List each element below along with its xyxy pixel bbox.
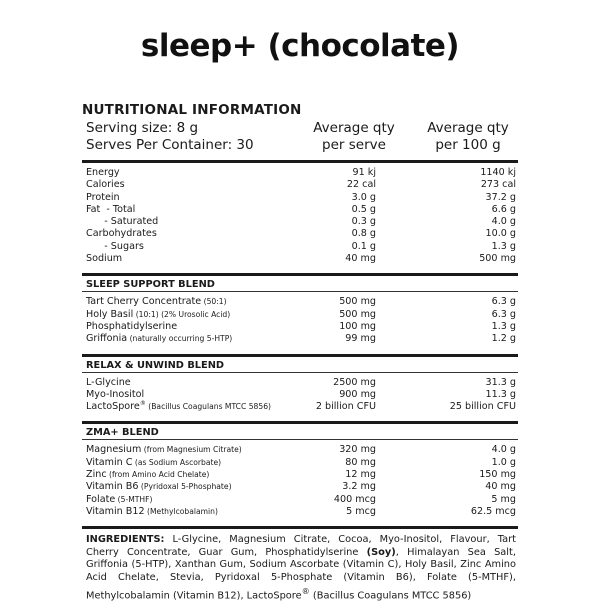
row-label-text: Tart Cherry Concentrate [86,296,202,308]
nutrition-heading: NUTRITIONAL INFORMATION [82,102,302,118]
per-serve-value: 500 mg [339,308,376,320]
per-100g-value: 25 billion CFU [449,401,516,413]
sleep-blend-row [82,309,518,321]
zma-blend-row [82,481,518,493]
row-label-text: LactoSpore [86,401,140,413]
per-serve-value: 0.5 g [351,203,376,215]
per-100g-value: 1.0 g [491,456,516,468]
row-label-text: - Saturated [86,216,159,228]
row-label-note: (10:1) (2% Urosolic Acid) [133,309,231,319]
per-serve-value: 12 mg [345,469,376,481]
divider-thick [82,421,518,424]
row-label [86,333,232,345]
ingredients-text [82,529,518,602]
per-100g-value: 500 mg [479,253,516,265]
row-label-text: - Sugars [86,240,144,252]
per-serve-value: 3.2 mg [342,481,376,493]
per-100g-header-line1: Average qty [427,120,509,136]
row-label-text: Myo-Inositol [86,388,145,400]
row-label-text: Fat - Total [86,203,136,215]
nutrient-row [82,204,518,216]
relax-blend-heading: RELAX & UNWIND BLEND [86,359,225,371]
sleep-blend-row [82,296,518,308]
zma-blend-row [82,494,518,506]
nutrient-row [82,228,518,240]
relax-blend-row [82,377,518,389]
row-label-note: (naturally occurring 5-HTP) [127,334,233,344]
per-serve-value: 5 mcg [346,505,376,517]
relax-blend-row [82,389,518,401]
serving-size: Serving size: 8 g [86,120,199,136]
per-serve-value: 40 mg [345,253,376,265]
per-100g-value: 6.3 g [491,296,516,308]
row-label [86,216,158,228]
row-label-note: (from Amino Acid Chelate) [106,470,210,480]
row-label-text: Vitamin C [86,456,133,468]
per-100g-value: 37.2 g [485,191,516,203]
row-label [86,204,135,216]
per-serve-value: 80 mg [345,456,376,468]
row-label-text: Protein [86,191,120,203]
ingredients-label: INGREDIENTS: [86,534,165,546]
per-100g-value: 11.3 g [485,388,516,400]
row-label-text: Holy Basil [86,308,134,320]
row-label-text: Zinc [86,469,107,481]
registered-mark: ® [301,585,310,596]
row-label-text: Sodium [86,253,123,265]
per-serve-value: 2500 mg [333,376,376,388]
per-100g-value: 150 mg [479,469,516,481]
per-serve-header-line1: Average qty [313,120,395,136]
per-serve-value: 900 mg [339,388,376,400]
nutrient-row [82,167,518,179]
relax-blend-row [82,401,518,413]
per-100g-header-line2: per 100 g [435,137,501,153]
row-label-text: L-Glycine [86,376,131,388]
row-label-text: Calories [86,179,125,191]
row-label-note: (Methylcobalamin) [144,506,218,516]
zma-blend-row [82,506,518,518]
row-label-note: (50:1) [201,297,227,307]
per-100g-value: 1.3 g [491,320,516,332]
per-100g-value: 62.5 mcg [470,505,516,517]
per-serve-value: 500 mg [339,296,376,308]
row-label-text: Magnesium [86,444,142,456]
per-serve-value: 99 mg [345,333,376,345]
per-100g-value: 10.0 g [485,228,516,240]
row-label [86,494,152,506]
nutrient-row [82,253,518,265]
per-serve-value: 91 kj [352,167,376,178]
per-serve-value: 0.1 g [351,240,376,252]
product-title: sleep+ (chocolate) [140,28,460,64]
row-label [86,444,242,456]
row-label [86,296,227,308]
row-label-text: Vitamin B6 [86,481,139,493]
row-label [86,179,125,191]
per-100g-value: 1.3 g [491,240,516,252]
per-serve-header [304,120,404,154]
divider-thick [82,273,518,276]
row-label-text: Griffonia [86,333,128,345]
per-serve-value: 3.0 g [351,191,376,203]
per-100g-value: 40 mg [485,481,516,493]
nutrition-panel [82,102,518,602]
row-label-note: (as Sodium Ascorbate) [132,457,222,467]
row-label [86,389,144,401]
ingredients-part1: L-Glycine, Magnesium Citrate, Cocoa, Myo-Inositol, Flavour, Tart Cherry Concentrate, Guar Gum, Phosphatidylserine [86,534,516,558]
zma-blend-row [82,469,518,481]
per-100g-value: 4.0 g [491,444,516,456]
per-serve-value: 100 mg [339,320,376,332]
per-100g-value: 273 cal [480,179,516,191]
row-label [86,401,271,413]
per-serve-value: 320 mg [339,444,376,456]
per-100g-value: 1.2 g [491,333,516,345]
row-label [86,228,157,240]
row-label [86,481,232,493]
row-label [86,253,122,265]
registered-mark: ® [139,399,146,407]
per-serve-value: 0.8 g [351,228,376,240]
row-label-text: Folate [86,493,116,505]
serving-labels [86,120,254,154]
row-label-note: (from Magnesium Citrate) [141,445,242,455]
zma-blend-row [82,444,518,456]
servings-per-container: Serves Per Container: 30 [86,137,254,153]
per-serve-value: 2 billion CFU [315,401,376,413]
row-label-note: (5-MTHF) [115,494,153,504]
per-100g-value: 4.0 g [491,216,516,228]
ingredients-part2: , Himalayan Sea Salt, Griffonia (5-HTP), Xanthan Gum, Sodium Ascorbate (Vitamin C), Holy Basil, Zinc Amino Acid Chelate, Stevia, Pyridoxal 5-Phosphate (Vitamin B6), Folate (5-MTHF), Methylcobalamin (Vitamin B12), LactoSpore [86,546,516,601]
nutrients-table [82,163,518,269]
per-100g-value: 6.3 g [491,308,516,320]
per-100g-header [418,120,518,154]
relax-blend-table [82,373,518,418]
nutrient-row [82,192,518,204]
row-label-note: (Bacillus Coagulans MTCC 5856) [145,402,271,412]
per-serve-value: 400 mcg [333,493,376,505]
sleep-blend-row [82,333,518,345]
row-label [86,377,131,389]
ingredients-part3: (Bacillus Coagulans MTCC 5856) [309,589,472,601]
per-100g-value: 5 mg [491,493,516,505]
sleep-blend-row [82,321,518,333]
row-label-text: Energy [86,167,120,178]
sleep-blend-heading: SLEEP SUPPORT BLEND [86,279,215,291]
row-label-note: (Pyridoxal 5-Phosphate) [138,482,232,492]
serving-info [82,120,518,156]
nutrient-row [82,216,518,228]
row-label-text: Carbohydrates [86,228,157,240]
row-label [86,457,221,469]
per-serve-value: 22 cal [346,179,376,191]
zma-blend-row [82,457,518,469]
row-label [86,321,177,333]
row-label-text: Vitamin B12 [86,505,145,517]
row-label [86,506,218,518]
divider-thick [82,354,518,357]
zma-blend-table [82,440,518,522]
row-label [86,241,144,253]
allergen-soy: (Soy) [366,546,396,558]
row-label [86,192,120,204]
per-100g-value: 31.3 g [485,376,516,388]
nutrient-row [82,241,518,253]
nutrient-row [82,179,518,191]
per-serve-value: 0.3 g [351,216,376,228]
per-100g-value: 6.6 g [491,203,516,215]
per-100g-value: 1140 kj [480,167,516,178]
per-serve-header-line2: per serve [322,137,386,153]
row-label [86,309,230,321]
row-label [86,469,209,481]
sleep-blend-table [82,292,518,349]
zma-blend-heading: ZMA+ BLEND [86,427,159,439]
row-label [86,167,120,179]
row-label-text: Phosphatidylserine [86,320,178,332]
